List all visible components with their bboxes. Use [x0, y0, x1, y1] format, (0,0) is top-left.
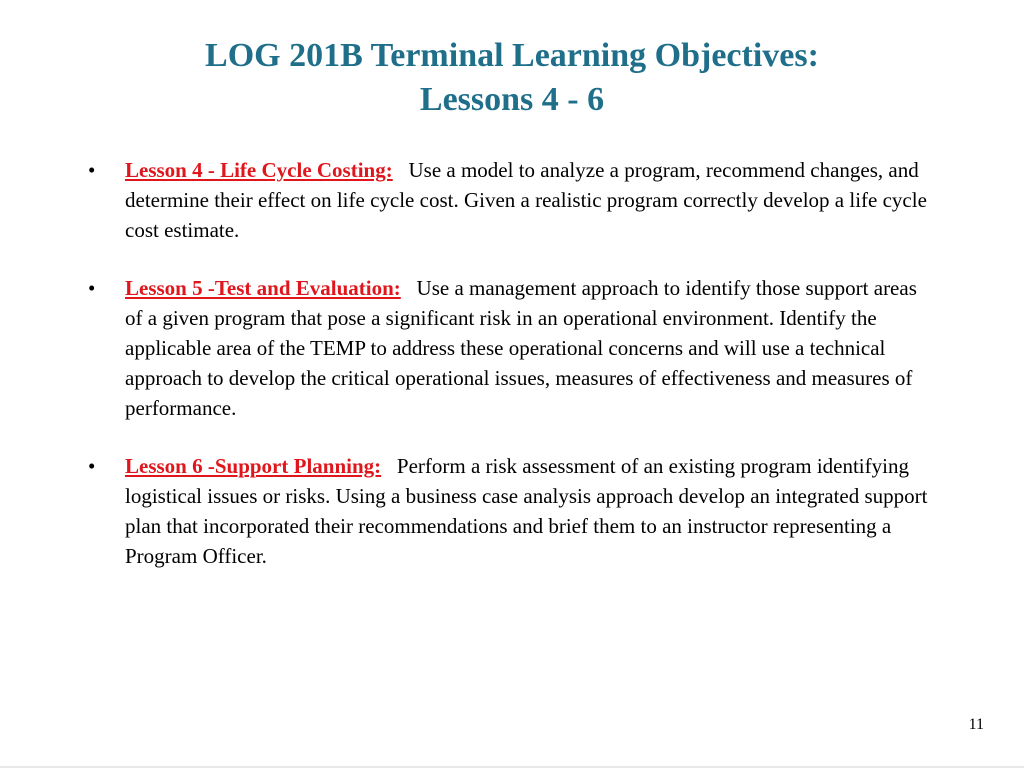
bullet-icon: •: [88, 276, 96, 300]
bullet-icon: •: [88, 454, 96, 478]
slide-title: [0, 34, 1024, 122]
bullet-icon: •: [88, 158, 96, 182]
lesson-item-6: [88, 451, 933, 571]
lesson-6-heading: Lesson 6 -Support Planning:: [125, 454, 382, 478]
lesson-5-heading: Lesson 5 -Test and Evaluation:: [125, 276, 401, 300]
lesson-item-4: [88, 155, 933, 245]
page-number: 11: [968, 716, 984, 733]
lesson-5-text: Use a management approach to identify those support areas of a given program that pose a significant risk in an operational environment. Identify the applicable area of the TEMP to address these operational concerns and will use a technical approach to develop the critical operational issues, measures of effectiveness and measures of performance.: [125, 276, 917, 420]
title-line-2: Lessons 4 - 6: [419, 81, 605, 118]
lesson-list: [88, 155, 933, 599]
lesson-6-text: Perform a risk assessment of an existing program identifying logistical issues or risks. Using a business case analysis approach develop an integrated support plan that incorporated their recommendations and brief them to an instructor representing a Program Officer.: [125, 454, 928, 568]
lesson-item-5: [88, 273, 933, 423]
lesson-4-heading: Lesson 4 - Life Cycle Costing:: [125, 158, 393, 182]
lesson-4-text: Use a model to analyze a program, recommend changes, and determine their effect on life cycle cost. Given a realistic program correctly develop a life cycle cost estimate.: [125, 158, 927, 242]
title-line-1: LOG 201B Terminal Learning Objectives:: [205, 37, 819, 74]
